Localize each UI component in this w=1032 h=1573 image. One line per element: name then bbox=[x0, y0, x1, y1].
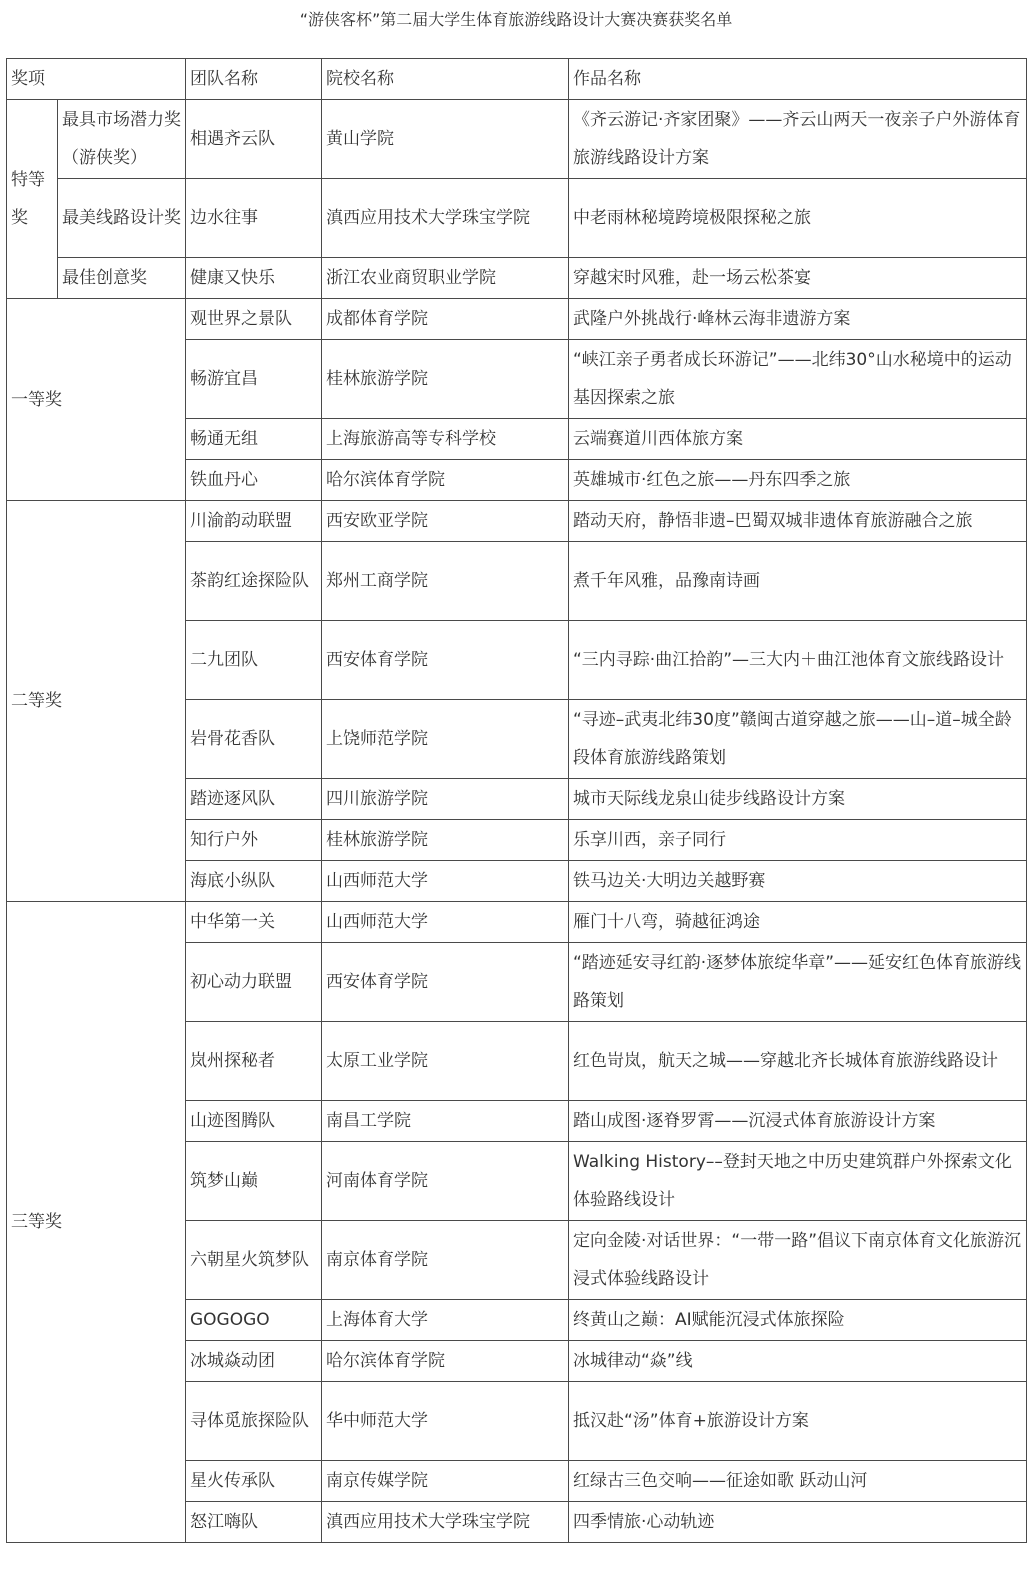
work-name: 铁马边关·大明边关越野赛 bbox=[569, 861, 1027, 902]
school-name: 南京传媒学院 bbox=[322, 1461, 569, 1502]
school-name: 南昌工学院 bbox=[322, 1101, 569, 1142]
work-name: 踏山成图·逐脊罗霄——沉浸式体育旅游设计方案 bbox=[569, 1101, 1027, 1142]
table-row bbox=[7, 179, 1027, 258]
team-name: 铁血丹心 bbox=[186, 460, 322, 501]
work-name: 红绿古三色交响——征途如歌 跃动山河 bbox=[569, 1461, 1027, 1502]
work-name: 穿越宋时风雅，赴一场云松茶宴 bbox=[569, 258, 1027, 299]
work-name: 云端赛道川西体旅方案 bbox=[569, 419, 1027, 460]
school-name: 山西师范大学 bbox=[322, 861, 569, 902]
school-name: 桂林旅游学院 bbox=[322, 820, 569, 861]
award-label-special: 特等奖 bbox=[7, 100, 58, 299]
team-name: 岩骨花香队 bbox=[186, 700, 322, 779]
table-row bbox=[7, 501, 1027, 542]
work-name: 抵汉赴“汤”体育+旅游设计方案 bbox=[569, 1382, 1027, 1461]
work-name: 中老雨林秘境跨境极限探秘之旅 bbox=[569, 179, 1027, 258]
work-name: 终黄山之巅：AI赋能沉浸式体旅探险 bbox=[569, 1300, 1027, 1341]
work-name: Walking History––登封天地之中历史建筑群户外探索文化体验路线设计 bbox=[569, 1142, 1027, 1221]
school-name: 西安体育学院 bbox=[322, 943, 569, 1022]
team-name: 寻体觅旅探险队 bbox=[186, 1382, 322, 1461]
school-name: 黄山学院 bbox=[322, 100, 569, 179]
school-name: 太原工业学院 bbox=[322, 1022, 569, 1101]
school-name: 桂林旅游学院 bbox=[322, 340, 569, 419]
header-work: 作品名称 bbox=[569, 59, 1027, 100]
school-name: 西安体育学院 bbox=[322, 621, 569, 700]
awards-table bbox=[6, 58, 1027, 1543]
award-label-third: 三等奖 bbox=[7, 902, 186, 1543]
team-name: 山迹图腾队 bbox=[186, 1101, 322, 1142]
award-label-second: 二等奖 bbox=[7, 501, 186, 902]
school-name: 上饶师范学院 bbox=[322, 700, 569, 779]
work-name: 四季情旅·心动轨迹 bbox=[569, 1502, 1027, 1543]
team-name: 岚州探秘者 bbox=[186, 1022, 322, 1101]
team-name: 知行户外 bbox=[186, 820, 322, 861]
school-name: 哈尔滨体育学院 bbox=[322, 460, 569, 501]
school-name: 郑州工商学院 bbox=[322, 542, 569, 621]
work-name: 冰城律动“焱”线 bbox=[569, 1341, 1027, 1382]
team-name: 边水往事 bbox=[186, 179, 322, 258]
team-name: 海底小纵队 bbox=[186, 861, 322, 902]
work-name: “寻迹–武夷北纬30度”赣闽古道穿越之旅——山–道–城全龄段体育旅游线路策划 bbox=[569, 700, 1027, 779]
sub-award: 最佳创意奖 bbox=[58, 258, 186, 299]
table-row bbox=[7, 299, 1027, 340]
work-name: 煮千年风雅，品豫南诗画 bbox=[569, 542, 1027, 621]
work-name: 红色岢岚，航天之城——穿越北齐长城体育旅游线路设计 bbox=[569, 1022, 1027, 1101]
work-name: “三内寻踪·曲江拾韵”—三大内＋曲江池体育文旅线路设计 bbox=[569, 621, 1027, 700]
work-name: 《齐云游记·齐家团聚》——齐云山两天一夜亲子户外游体育旅游线路设计方案 bbox=[569, 100, 1027, 179]
work-name: 踏动天府，静悟非遗–巴蜀双城非遗体育旅游融合之旅 bbox=[569, 501, 1027, 542]
header-award: 奖项 bbox=[7, 59, 186, 100]
team-name: 茶韵红途探险队 bbox=[186, 542, 322, 621]
page-title: “游侠客杯”第二届大学生体育旅游线路设计大赛决赛获奖名单 bbox=[299, 10, 733, 29]
school-name: 南京体育学院 bbox=[322, 1221, 569, 1300]
table-row bbox=[7, 100, 1027, 179]
header-row bbox=[7, 59, 1027, 100]
award-label-first: 一等奖 bbox=[7, 299, 186, 501]
school-name: 山西师范大学 bbox=[322, 902, 569, 943]
team-name: 川渝韵动联盟 bbox=[186, 501, 322, 542]
work-name: 雁门十八弯，骑越征鸿途 bbox=[569, 902, 1027, 943]
work-name: 英雄城市·红色之旅——丹东四季之旅 bbox=[569, 460, 1027, 501]
team-name: 二九团队 bbox=[186, 621, 322, 700]
school-name: 浙江农业商贸职业学院 bbox=[322, 258, 569, 299]
team-name: 健康又快乐 bbox=[186, 258, 322, 299]
team-name: 观世界之景队 bbox=[186, 299, 322, 340]
work-name: 武隆户外挑战行·峰林云海非遗游方案 bbox=[569, 299, 1027, 340]
team-name: 六朝星火筑梦队 bbox=[186, 1221, 322, 1300]
team-name: 筑梦山巅 bbox=[186, 1142, 322, 1221]
work-name: 城市天际线龙泉山徒步线路设计方案 bbox=[569, 779, 1027, 820]
header-school: 院校名称 bbox=[322, 59, 569, 100]
work-name: 定向金陵·对话世界：“一带一路”倡议下南京体育文化旅游沉浸式体验线路设计 bbox=[569, 1221, 1027, 1300]
header-team: 团队名称 bbox=[186, 59, 322, 100]
team-name: 星火传承队 bbox=[186, 1461, 322, 1502]
team-name: 冰城焱动团 bbox=[186, 1341, 322, 1382]
school-name: 西安欧亚学院 bbox=[322, 501, 569, 542]
sub-award: 最美线路设计奖 bbox=[58, 179, 186, 258]
team-name: 踏迹逐风队 bbox=[186, 779, 322, 820]
school-name: 上海旅游高等专科学校 bbox=[322, 419, 569, 460]
school-name: 滇西应用技术大学珠宝学院 bbox=[322, 179, 569, 258]
school-name: 滇西应用技术大学珠宝学院 bbox=[322, 1502, 569, 1543]
work-name: “峡江亲子勇者成长环游记”——北纬30°山水秘境中的运动基因探索之旅 bbox=[569, 340, 1027, 419]
table-row bbox=[7, 258, 1027, 299]
school-name: 上海体育大学 bbox=[322, 1300, 569, 1341]
work-name: “踏迹延安寻红韵·逐梦体旅绽华章”——延安红色体育旅游线路策划 bbox=[569, 943, 1027, 1022]
table-row bbox=[7, 902, 1027, 943]
team-name: 怒江嗨队 bbox=[186, 1502, 322, 1543]
school-name: 华中师范大学 bbox=[322, 1382, 569, 1461]
sub-award: 最具市场潜力奖（游侠奖） bbox=[58, 100, 186, 179]
work-name: 乐享川西，亲子同行 bbox=[569, 820, 1027, 861]
school-name: 四川旅游学院 bbox=[322, 779, 569, 820]
team-name: 畅通无组 bbox=[186, 419, 322, 460]
team-name: 相遇齐云队 bbox=[186, 100, 322, 179]
school-name: 河南体育学院 bbox=[322, 1142, 569, 1221]
team-name: 畅游宜昌 bbox=[186, 340, 322, 419]
team-name: 初心动力联盟 bbox=[186, 943, 322, 1022]
school-name: 成都体育学院 bbox=[322, 299, 569, 340]
team-name: GOGOGO bbox=[186, 1300, 322, 1341]
team-name: 中华第一关 bbox=[186, 902, 322, 943]
school-name: 哈尔滨体育学院 bbox=[322, 1341, 569, 1382]
